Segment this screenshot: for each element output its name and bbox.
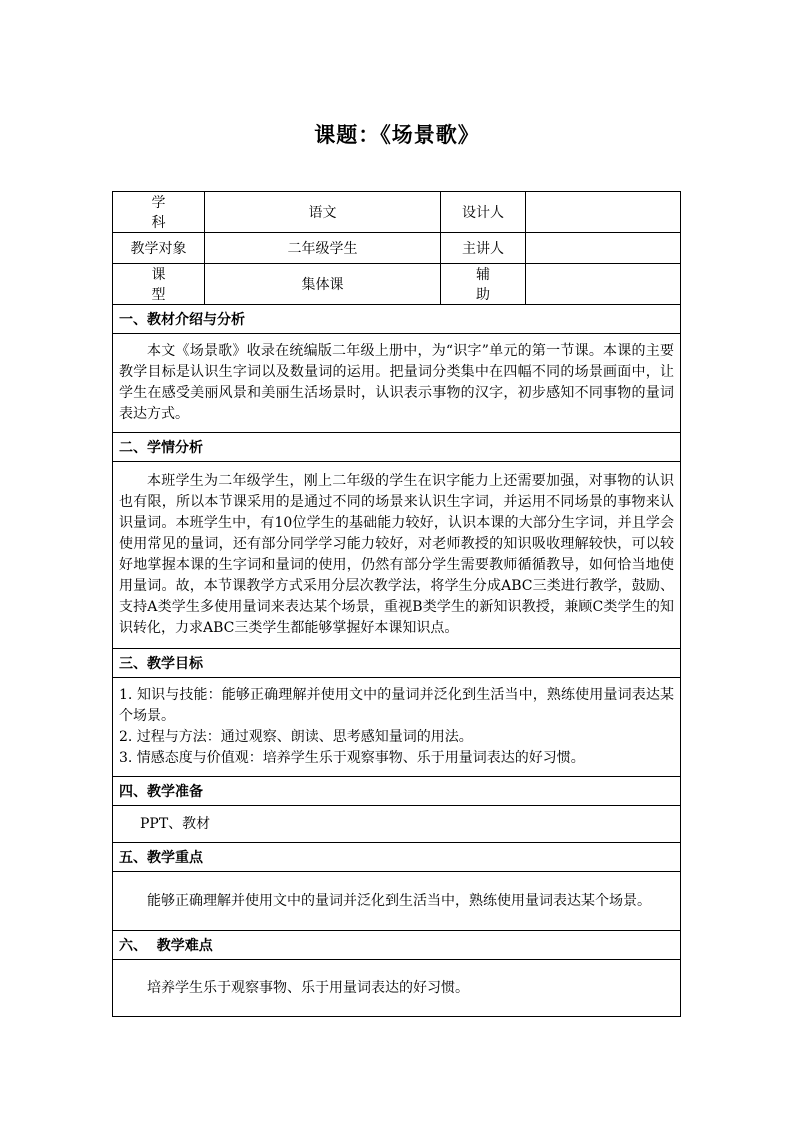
lecturer-value [526,233,681,264]
audience-value: 二年级学生 [205,233,441,264]
section-heading: 三、教学目标 [113,649,681,678]
section-heading: 六、 教学难点 [113,931,681,960]
section-heading-row [113,305,681,334]
page-title: 课题：《场景歌》 [314,123,480,147]
objective-item: 1. 知识与技能：能够正确理解并使用文中的量词并泛化到生活当中，熟练使用量词表达某个场景。 [119,687,674,724]
section-body-row [113,960,681,1017]
assist-value [526,264,681,305]
section-heading-row [113,433,681,462]
section-heading-row [113,931,681,960]
designer-value [526,192,681,233]
section-text: 培养学生乐于观察事物、乐于用量词表达的好习惯。 [147,979,469,996]
meta-row-audience [113,233,681,264]
section-body-row [113,872,681,931]
section-body-row [113,462,681,649]
designer-label: 设计人 [441,192,526,233]
section-text: 能够正确理解并使用文中的量词并泛化到生活当中，熟练使用量词表达某个场景。 [147,892,651,909]
lesson-plan-table [112,191,681,1017]
audience-label: 教学对象 [113,233,205,264]
section-body-row [113,678,681,777]
section-heading: 二、学情分析 [113,433,681,462]
section-heading: 一、教材介绍与分析 [113,305,681,334]
subject-value: 语文 [205,192,441,233]
section-heading-row [113,777,681,806]
section-text: 本班学生为二年级学生，刚上二年级的学生在识字能力上还需要加强，对事物的认识也有限，所以本节课采用的是通过不同的场景来认识生字词，并运用不同场景的事物来认识量词。本班学生中，有10位学生的基础能力较好，认识本课的大部分生字词，并且学会使用常见的量词，还有部分同学学习能力较好，对老师教授的知识吸收理解较快，可以较好地掌握本课的生字词和量词的使用，仍然有部分学生需要教师循循教导，如何恰当地使用量词。故，本节课教学方式采用分层次教学法，将学生分成ABC三类进行教学，鼓励、支持A类学生多使用量词来表达某个场景，重视B类学生的新知识教授，兼顾C类学生的知识转化，力求ABC三类学生都能够掌握好本课知识点。 [119,473,674,636]
type-value: 集体课 [205,264,441,305]
objective-item: 2. 过程与方法：通过观察、朗读、思考感知量词的用法。 [119,729,473,745]
section-heading-row [113,649,681,678]
objective-item: 3. 情感态度与价值观：培养学生乐于观察事物、乐于用量词表达的好习惯。 [119,750,585,766]
assist-label: 辅 助 [441,264,526,305]
section-text: 本文《场景歌》收录在统编版二年级上册中，为“识字”单元的第一节课。本课的主要教学目标是认识生字词以及数量词的运用。把量词分类集中在四幅不同的场景画面中，让学生在感受美丽风景和美丽生活场景时，认识表示事物的汉字，初步感知不同事物的量词表达方式。 [119,343,674,422]
section-body-row [113,334,681,433]
section-heading-row [113,843,681,872]
section-body-row [113,806,681,843]
section-heading: 四、教学准备 [113,777,681,806]
meta-row-subject [113,192,681,233]
section-text: PPT、教材 [140,815,211,832]
subject-label: 学 科 [113,192,205,233]
lecturer-label: 主讲人 [441,233,526,264]
meta-row-type [113,264,681,305]
type-label: 课 型 [113,264,205,305]
section-heading: 五、教学重点 [113,843,681,872]
